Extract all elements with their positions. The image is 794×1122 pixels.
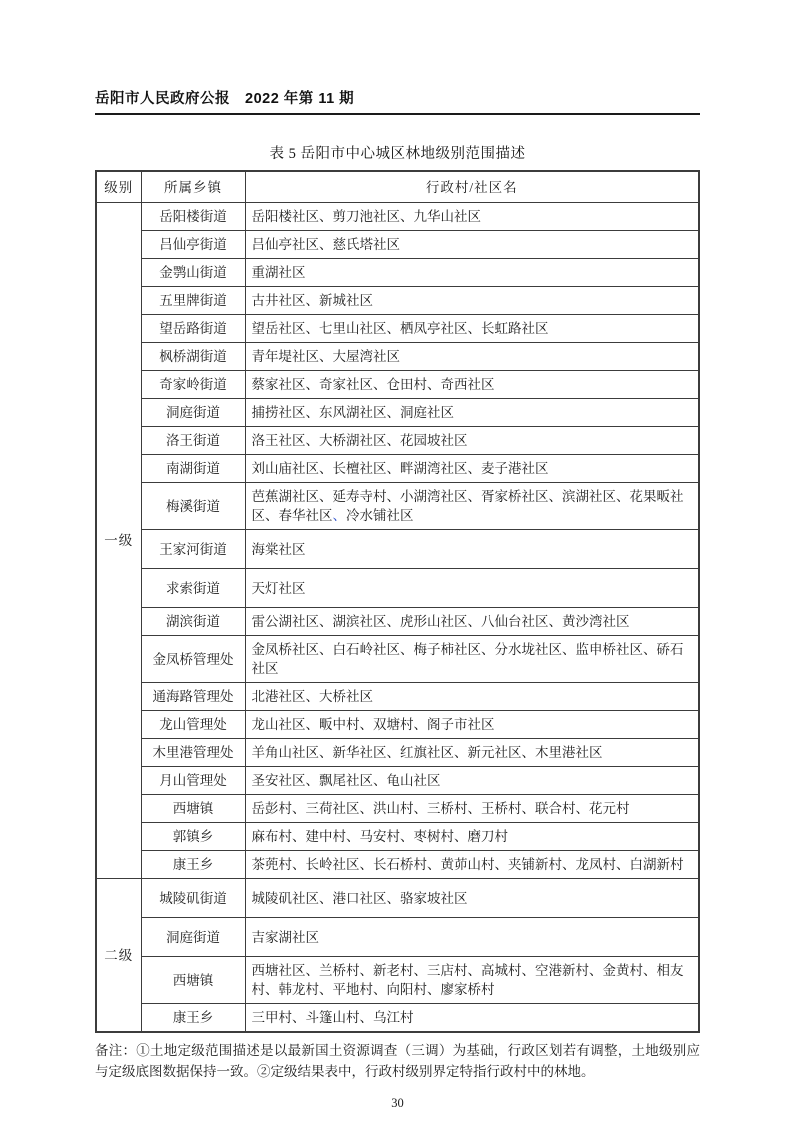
- table-row: [96, 399, 699, 427]
- township-cell: 金鹗山街道: [141, 259, 245, 287]
- township-cell: 洞庭街道: [141, 918, 245, 957]
- township-cell: 通海路管理处: [141, 683, 245, 711]
- township-cell: 五里牌街道: [141, 287, 245, 315]
- villages-cell: 北港社区、大桥社区: [245, 683, 699, 711]
- table-row: [96, 1004, 699, 1033]
- villages-cell: 捕捞社区、东风湖社区、洞庭社区: [245, 399, 699, 427]
- table-row: [96, 455, 699, 483]
- table-row: [96, 287, 699, 315]
- masthead-divider-rule: [95, 113, 700, 115]
- level-cell: 二级: [96, 879, 141, 1033]
- township-cell: 城陵矶街道: [141, 879, 245, 918]
- column-header-level: 级别: [96, 171, 141, 203]
- table-row: [96, 918, 699, 957]
- township-cell: 洛王街道: [141, 427, 245, 455]
- township-cell: 枫桥湖街道: [141, 343, 245, 371]
- table-row: [96, 203, 699, 231]
- page-number: 30: [391, 1096, 404, 1110]
- table-row: [96, 569, 699, 608]
- township-cell: 西塘镇: [141, 795, 245, 823]
- villages-cell: 蔡家社区、奇家社区、仓田村、奇西社区: [245, 371, 699, 399]
- villages-cell: 古井社区、新城社区: [245, 287, 699, 315]
- villages-cell: 龙山社区、畈中村、双塘村、阁子市社区: [245, 711, 699, 739]
- township-cell: 王家河街道: [141, 530, 245, 569]
- villages-cell: 城陵矶社区、港口社区、骆家坡社区: [245, 879, 699, 918]
- column-header-villages: 行政村/社区名: [245, 171, 699, 203]
- forest-land-level-table: [95, 170, 700, 1033]
- township-cell: 湖滨街道: [141, 608, 245, 636]
- table-row: [96, 371, 699, 399]
- township-cell: 洞庭街道: [141, 399, 245, 427]
- table-row: [96, 343, 699, 371]
- township-cell: 金凤桥管理处: [141, 636, 245, 683]
- township-cell: 郭镇乡: [141, 823, 245, 851]
- table-row: [96, 739, 699, 767]
- township-cell: 奇家岭街道: [141, 371, 245, 399]
- table-row: [96, 259, 699, 287]
- level-cell: 一级: [96, 203, 141, 879]
- township-cell: 望岳路街道: [141, 315, 245, 343]
- table-row: [96, 851, 699, 879]
- table-caption: 表 5 岳阳市中心城区林地级别范围描述: [269, 146, 526, 162]
- villages-cell: 三甲村、斗篷山村、乌江村: [245, 1004, 699, 1033]
- villages-cell: 刘山庙社区、长檀社区、畔湖湾社区、麦子港社区: [245, 455, 699, 483]
- villages-cell: 茶蔸村、长岭社区、长石桥村、黄茆山村、夹铺新村、龙凤村、白湖新村: [245, 851, 699, 879]
- table-row: [96, 957, 699, 1004]
- table-row: [96, 879, 699, 918]
- villages-cell: 羊角山社区、新华社区、红旗社区、新元社区、木里港社区: [245, 739, 699, 767]
- table-row: [96, 823, 699, 851]
- table-row: [96, 636, 699, 683]
- table-row: [96, 683, 699, 711]
- township-cell: 龙山管理处: [141, 711, 245, 739]
- table-row: [96, 530, 699, 569]
- gazette-masthead-title: 岳阳市人民政府公报 2022 年第 11 期: [95, 91, 355, 107]
- table-row: [96, 231, 699, 259]
- villages-cell: 天灯社区: [245, 569, 699, 608]
- villages-cell: 岳彭村、三荷社区、洪山村、三桥村、王桥村、联合村、花元村: [245, 795, 699, 823]
- villages-cell: 青年堤社区、大屋湾社区: [245, 343, 699, 371]
- villages-cell: 岳阳楼社区、剪刀池社区、九华山社区: [245, 203, 699, 231]
- table-row: [96, 608, 699, 636]
- villages-cell: 雷公湖社区、湖滨社区、虎形山社区、八仙台社区、黄沙湾社区: [245, 608, 699, 636]
- villages-cell: 重湖社区: [245, 259, 699, 287]
- villages-cell: 西塘社区、兰桥村、新老村、三店村、高城村、空港新村、金黄村、相友村、韩龙村、平地村、向阳村、廖家桥村: [245, 957, 699, 1004]
- highlighted-separator: 、: [332, 508, 346, 523]
- villages-cell: 海棠社区: [245, 530, 699, 569]
- township-cell: 康王乡: [141, 1004, 245, 1033]
- villages-cell: 洛王社区、大桥湖社区、花园坡社区: [245, 427, 699, 455]
- township-cell: 求索街道: [141, 569, 245, 608]
- table-row: [96, 767, 699, 795]
- table-row: [96, 315, 699, 343]
- table-row: [96, 427, 699, 455]
- villages-cell: 芭蕉湖社区、延寿寺村、小湖湾社区、胥家桥社区、滨湖社区、花果畈社区、春华社区、冷水铺社区: [245, 483, 699, 530]
- table-row: [96, 483, 699, 530]
- township-cell: 木里港管理处: [141, 739, 245, 767]
- villages-cell: 麻布村、建中村、马安村、枣树村、磨刀村: [245, 823, 699, 851]
- table-header-row: [96, 171, 699, 203]
- township-cell: 西塘镇: [141, 957, 245, 1004]
- table-row: [96, 711, 699, 739]
- villages-cell: 吕仙亭社区、慈氏塔社区: [245, 231, 699, 259]
- villages-cell: 金凤桥社区、白石岭社区、梅子柿社区、分水垅社区、监申桥社区、硚石社区: [245, 636, 699, 683]
- villages-cell: 吉家湖社区: [245, 918, 699, 957]
- villages-cell: 望岳社区、七里山社区、栖凤亭社区、长虹路社区: [245, 315, 699, 343]
- township-cell: 月山管理处: [141, 767, 245, 795]
- column-header-township: 所属乡镇: [141, 171, 245, 203]
- township-cell: 岳阳楼街道: [141, 203, 245, 231]
- township-cell: 南湖街道: [141, 455, 245, 483]
- table-row: [96, 795, 699, 823]
- township-cell: 康王乡: [141, 851, 245, 879]
- township-cell: 吕仙亭街道: [141, 231, 245, 259]
- footnote-remark: 备注：①土地定级范围描述是以最新国土资源调查（三调）为基础，行政区划若有调整，土地级别应与定级底图数据保持一致。②定级结果表中，行政村级别界定特指行政村中的林地。: [95, 1043, 700, 1079]
- villages-cell: 圣安社区、飘尾社区、龟山社区: [245, 767, 699, 795]
- township-cell: 梅溪街道: [141, 483, 245, 530]
